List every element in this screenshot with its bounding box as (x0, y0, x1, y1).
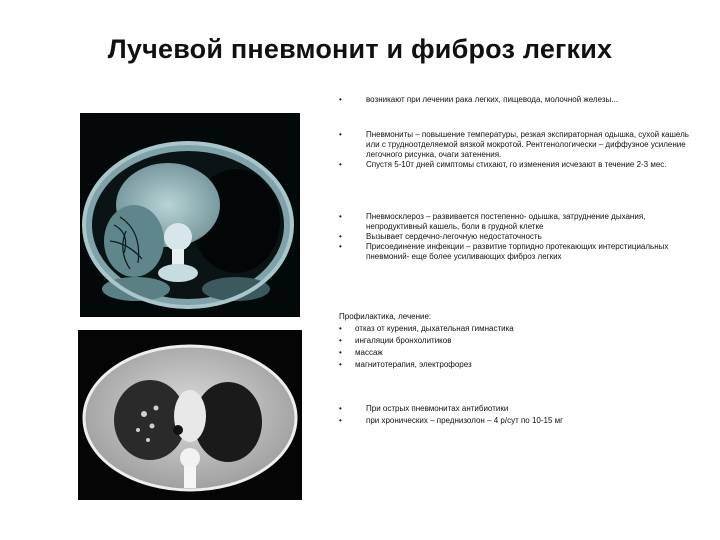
bullet-marker: • (339, 130, 342, 139)
slide-title: Лучевой пневмонит и фиброз легких (107, 34, 613, 64)
bullet-item: • Пневмониты – повышение температуры, резкая экспираторная одышка, сухой кашель или с трудноотделяемой вязкой мокротой. Рентгенологически – диффузное усиление легочного рисунка, очаги затенения. (339, 130, 689, 159)
list-item: • магнитотерапия, электрофорез (339, 360, 472, 369)
bullet-marker: • (339, 95, 342, 104)
bullet-group-4 (339, 403, 689, 427)
list-item: • ингаляции бронхолитиков (339, 336, 452, 345)
bullet-group-1 (339, 95, 689, 105)
bullet-item: • при хронических – преднизолон – 4 р/сут по 10-15 мг (339, 416, 564, 425)
bullet-marker: • (339, 416, 342, 425)
prophylaxis-block (339, 311, 689, 371)
bullet-marker: • (339, 160, 342, 169)
bullet-marker: • (339, 324, 342, 333)
bullet-group-2 (339, 130, 689, 170)
prophylaxis-heading: Профилактика, лечение: (339, 312, 432, 321)
bullet-item: • Спустя 5-10т дней симптомы стихают, го изменения исчезают в течение 2-3 мес. (339, 160, 667, 169)
bullet-marker: • (339, 212, 342, 221)
bullet-item: • Вызывает сердечно-легочную недостаточность (339, 232, 542, 241)
bullet-group-3 (339, 212, 689, 262)
list-item: • массаж (339, 348, 383, 357)
bullet-item: • Присоединение инфекции – развитие торпидно протекающих интерстициальных пневмоний- еще более усиливающих фиброз легких (339, 242, 669, 261)
bullet-marker: • (339, 242, 342, 251)
bullet-marker: • (339, 404, 342, 413)
bullet-marker: • (339, 348, 342, 357)
ct-scan-image-bottom (78, 330, 302, 500)
bullet-item: • возникают при лечении рака легких, пищевода, молочной железы... (339, 95, 618, 104)
bullet-item: • При острых пневмонитах антибиотики (339, 404, 509, 413)
ct-scan-image-top (80, 113, 300, 317)
bullet-item: • Пневмосклероз – развивается постепенно- одышка, затруднение дыхания, непродуктивный кашель, боли в грудной клетке (339, 212, 646, 231)
bullet-marker: • (339, 360, 342, 369)
bullet-marker: • (339, 232, 342, 241)
list-item: • отказ от курения, дыхательная гимнастика (339, 324, 514, 333)
bullet-marker: • (339, 336, 342, 345)
